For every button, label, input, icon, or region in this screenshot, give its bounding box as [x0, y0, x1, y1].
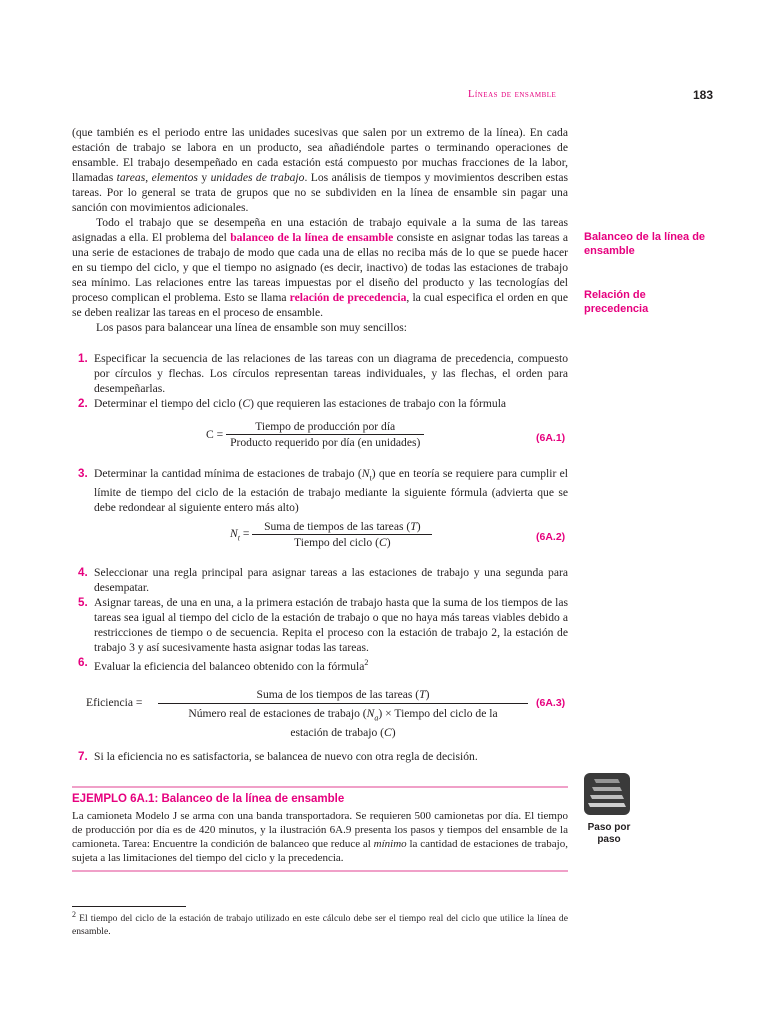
steps-list-d	[72, 749, 568, 764]
paragraph-1: (que también es el periodo entre las unidades sucesivas que salen por un extremo de la línea). En cada estación de trabajo se labora en un producto, sea añadiéndole partes o terminando operaciones de ensamble. El trabajo desempeñado en cada estación está compuesto por muchas fracciones de la labor, llamadas tareas, elementos y unidades de trabajo. Los análisis de tiempos y movimientos describen estas tareas. Por lo general se trata de grupos que no se subdividen en la línea de ensamble sin pagar una sanción con movimientos adicionales.	[72, 126, 569, 214]
example-title: EJEMPLO 6A.1: Balanceo de la línea de ensamble	[72, 793, 345, 805]
keyword-balanceo: balanceo de la línea de ensamble	[230, 231, 394, 244]
step-1: 1. Especificar la secuencia de las relaciones de las tareas con un diagrama de precedencia, compuesto por círculos y flechas. Los círculos representan tareas individuales, y las flechas, el orden para desempeñarlas.	[78, 352, 568, 395]
formula-6a1: C = $\frac{\text{Tiempo de producción por día}}{\text{Producto requerido por día (en unidades)}}$	[206, 420, 424, 449]
paragraph-2: Todo el trabajo que se desempeña en una estación de trabajo equivale a la suma de las tareas asignadas a ella. El problema del balanceo de la línea de ensamble consiste en asignar todas las tareas a una serie de estaciones de trabajo de modo que cada una de ellas no reciba más de lo que se puede hacer en su tiempo del ciclo, y que el tiempo no asignado (es decir, inactivo) de todas las estaciones de trabajo sea mínimo. Las relaciones entre las tareas impuestas por el diseño del producto y las tecnologías del proceso complican el problema. Esto se llama relación de precedencia, la cual especifica el orden en que se deben realizar las tareas en el proceso de ensamble.	[72, 216, 568, 319]
steps-list-a	[72, 351, 568, 411]
footnote-rule	[72, 906, 186, 907]
formula-6a3-numerator: Suma de los tiempos de las tareas (T)	[158, 688, 528, 704]
formula-6a3-lhs: Eficiencia =	[86, 696, 143, 709]
step-6: 6. Evaluar la eficiencia del balanceo obtenido con la fórmula$^2$	[78, 656, 369, 673]
equation-number-6a3: (6A.3)	[536, 697, 566, 709]
paragraph-3: Los pasos para balancear una línea de ensamble son muy sencillos:	[96, 321, 407, 334]
fraction: $\frac{\text{Suma de tiempos de las tareas (T)}}{\text{Tiempo del ciclo (C)}}$	[252, 520, 432, 549]
body-text	[72, 125, 568, 335]
formula-6a2: $N_t$ = $\frac{\text{Suma de tiempos de las tareas (T)}}{\text{Tiempo del ciclo (C)}}$	[230, 520, 432, 549]
example-text: La camioneta Modelo J se arma con una banda transportadora. Se requieren 500 camionetas por día. El tiempo de producción por día es de 420 minutos, y la ilustración 6A.9 presenta los pasos y tiempos del ensamble de la camioneta. Tarea: Encuentre la condición de balanceo que reduce al mínimo la cantidad de estaciones de trabajo, sujeta a las limitaciones del tiempo del ciclo y la precedencia.	[72, 810, 568, 864]
formula-6a3-fraction	[158, 688, 528, 740]
step-by-step-label: Paso por paso	[587, 822, 631, 845]
steps-list-b	[72, 466, 568, 515]
step-by-step-icon	[584, 773, 630, 813]
footnote: $^2$ El tiempo del ciclo de la estación de trabajo utilizado en este cálculo debe ser el tiempo real del ciclo que utilice la línea de ensamble.	[72, 910, 568, 938]
example-bottom-rule	[72, 870, 568, 872]
example-top-rule	[72, 786, 568, 788]
page-number: 183	[693, 88, 714, 102]
step-3: 3. Determinar la cantidad mínima de estaciones de trabajo $(N_t)$ que en teoría se requiere para cumplir el límite de tiempo del ciclo de la estación de trabajo mediante la siguiente fórmula (advierta que se debe redondear al siguiente entero más alto)	[78, 467, 568, 515]
step-2: 2. Determinar el tiempo del ciclo (C) que requieren las estaciones de trabajo con la fórmula	[78, 397, 507, 410]
equation-number-6a2: (6A.2)	[536, 531, 566, 543]
formula-6a3-denominator: Número real de estaciones de trabajo $(N_a)$ × Tiempo del ciclo de la estación de trabajo (C)	[188, 707, 498, 740]
keyword-precedencia: relación de precedencia	[289, 291, 407, 304]
step-5: 5. Asignar tareas, de una en una, a la primera estación de trabajo hasta que la suma de los tiempos de las tareas sea igual al tiempo del ciclo de la estación de trabajo o que no haya más tareas viables debido a restricciones de tiempo o de secuencia. Repita el proceso con la estación de trabajo 2, la estación de trabajo 3 y así sucesivamente hasta asignar todas las tareas.	[78, 596, 568, 654]
fraction: $\frac{\text{Tiempo de producción por día}}{\text{Producto requerido por día (en unidades)}}$	[226, 420, 424, 449]
step-4: 4. Seleccionar una regla principal para asignar tareas a las estaciones de trabajo y una segunda para desempatar.	[78, 566, 568, 594]
equation-number-6a1: (6A.1)	[536, 432, 566, 444]
margin-note-balanceo: Balanceo de la línea de ensamble	[584, 231, 706, 257]
step-7: 7. Si la eficiencia no es satisfactoria, se balancea de nuevo con otra regla de decisión.	[78, 750, 478, 763]
steps-list-c	[72, 565, 568, 674]
margin-note-precedencia: Relación de precedencia	[584, 289, 649, 315]
running-head: Líneas de ensamble	[468, 89, 557, 100]
